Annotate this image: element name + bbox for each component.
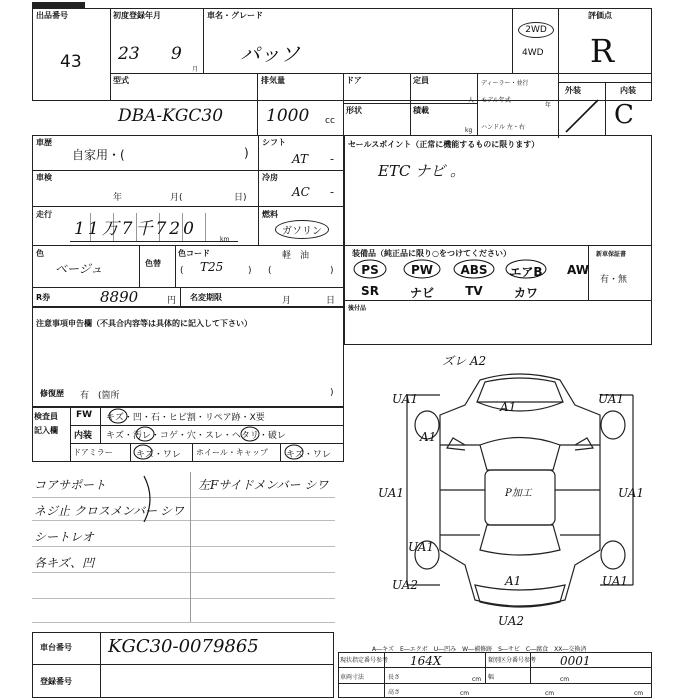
rec2-value: 0001 xyxy=(560,654,591,668)
history-close: ) xyxy=(244,146,249,160)
color-value: ベージュ xyxy=(55,262,103,276)
model-label: 型式 xyxy=(113,76,129,85)
recycle-value: 8890 xyxy=(100,288,139,306)
inspector-circles xyxy=(100,407,344,462)
note-shiwa: シワ xyxy=(160,504,185,518)
mileage-value: 11万7千720 xyxy=(74,219,197,239)
equipment-sr: SR xyxy=(361,284,379,298)
dmg-front-top: ズレ A2 xyxy=(442,354,487,368)
size-label: 車両寸法 xyxy=(340,674,365,681)
capacity-unit: 人 xyxy=(468,97,475,104)
ac-label: 冷房 xyxy=(262,173,278,182)
color-code-paren-open: ( xyxy=(180,266,184,276)
model-value: DBA-KGC30 xyxy=(118,106,224,126)
height-unit-2: cm xyxy=(545,690,555,697)
fw-label: FW xyxy=(76,410,93,420)
inspector-label-2: 記入欄 xyxy=(34,426,58,435)
equipment-navi: ナビ xyxy=(409,286,434,300)
name-change-month: 月 xyxy=(282,296,292,306)
history-label: 車歴 xyxy=(36,138,52,147)
year-unit: 年 xyxy=(545,102,552,109)
sales-point-label: セールスポイント（正常に機能するものに限ります） xyxy=(348,140,540,149)
repair-value: 有 (箇所 xyxy=(80,391,120,401)
mileage-unit: km xyxy=(220,236,230,243)
height-unit-3: cm xyxy=(634,690,644,697)
height-unit: cm xyxy=(460,690,470,697)
fw-items: キズ・凹・石・ヒビ割・リペア跡・X要 xyxy=(106,413,265,423)
first-reg-label: 初度登録年月 xyxy=(113,11,161,20)
note-line-2: ネジ止 クロスメンバー xyxy=(34,504,157,518)
equipment-label: 装備品（純正品に限り○をつけてください） xyxy=(352,249,511,258)
mirror-label: ドアミラー xyxy=(73,448,113,457)
equipment-leather: カワ xyxy=(513,286,538,300)
dmg-rear-bumper: UA2 xyxy=(498,614,525,628)
displacement-value: 1000 xyxy=(266,106,310,126)
equipment-aw: AW xyxy=(567,263,589,277)
reg-label: 登録番号 xyxy=(40,677,72,686)
color-label: 色 xyxy=(36,249,44,258)
dmg-right-side: UA1 xyxy=(618,486,645,500)
color-code-paren-close: ) xyxy=(248,266,252,276)
displacement-label: 排気量 xyxy=(261,76,285,85)
drive-4wd: 4WD xyxy=(522,48,544,58)
dmg-rear-right: UA1 xyxy=(602,574,629,588)
mirror-items: キズ・ワレ xyxy=(136,450,181,460)
interior-grade: C xyxy=(614,100,634,130)
mileage-label: 走行 xyxy=(36,210,52,219)
exterior-label: 外装 xyxy=(565,86,581,95)
sales-point-value: ETC ナビ 。 xyxy=(378,162,465,180)
width-label: 幅 xyxy=(488,674,495,681)
history-value: 自家用・( xyxy=(72,148,125,162)
note-line-1: コアサポート xyxy=(34,478,107,492)
name-change-day: 日 xyxy=(326,296,336,306)
fuel-paren-open: ( xyxy=(268,266,272,276)
shape-label: 形状 xyxy=(346,106,362,115)
door-label: ドア xyxy=(346,76,362,85)
recycle-label: R券 xyxy=(36,293,51,302)
model-year-label: モデル年式 xyxy=(481,97,511,104)
dmg-left-rear-door: UA1 xyxy=(408,540,435,554)
load-unit: kg xyxy=(465,127,473,134)
score-label: 評価点 xyxy=(588,11,612,20)
dmg-front-right: UA1 xyxy=(598,392,625,406)
handle-label: ハンドル 左・右 xyxy=(481,124,525,131)
lot-number-label: 出品番号 xyxy=(36,11,68,20)
equipment-pw: PW xyxy=(410,263,434,277)
score-value: R xyxy=(590,32,615,70)
exterior-slash-mark xyxy=(560,96,604,136)
shift-dash: - xyxy=(330,152,335,166)
inspector-label-1: 検査員 xyxy=(34,412,58,421)
rec2-label: 類別区分番号参考 xyxy=(488,657,537,664)
interior-inspect-items: キズ・汚レ・コゲ・穴・スレ・ヘタリ・破レ xyxy=(106,431,286,441)
note-right: 左Fサイドメンバー シワ xyxy=(198,478,329,492)
fuel-gasoline-circled: ガソリン xyxy=(275,220,329,239)
equipment-airbag: エアB xyxy=(509,265,543,279)
interior-inspect-label: 内装 xyxy=(74,431,93,441)
interior-label: 内装 xyxy=(620,86,636,95)
dmg-hood: A1 xyxy=(500,400,517,414)
load-label: 積載 xyxy=(413,106,429,115)
notes-header: 注意事項申告欄（不具合内容等は具体的に記入して下さい） xyxy=(36,319,252,328)
guarantee-label: 新車保証書 xyxy=(596,251,627,258)
dmg-left-side: UA1 xyxy=(378,486,405,500)
inspection-year-unit: 年 xyxy=(113,193,123,203)
month-unit: 月 xyxy=(192,66,199,73)
fuel-diesel: 軽 油 xyxy=(282,251,310,261)
name-change-label: 名変期限 xyxy=(190,293,222,302)
repair-label: 修復歴 xyxy=(40,389,64,398)
fuel-label: 燃料 xyxy=(262,210,278,219)
rec1-label: 現状指定番号参考 xyxy=(340,657,389,664)
dmg-front-left: UA1 xyxy=(392,392,419,406)
wheel-items: キズ・ワレ xyxy=(286,450,331,460)
ac-dash: - xyxy=(330,185,335,199)
dmg-left-fender: A1 xyxy=(420,430,437,444)
later-label: 後付品 xyxy=(348,305,367,312)
drive-2wd-circled: 2WD xyxy=(518,22,554,38)
ac-value: AC xyxy=(292,185,310,199)
repair-close: ) xyxy=(330,388,334,398)
displacement-unit: cc xyxy=(325,116,335,126)
chassis-label: 車台番号 xyxy=(40,643,72,652)
note-line-4: 各キズ、凹 xyxy=(34,556,95,570)
dealer-label: ディーラー・並行 xyxy=(481,80,529,87)
inspection-month-unit: 月( xyxy=(170,193,183,203)
inspection-day-unit: 日) xyxy=(234,193,247,203)
equipment-abs: ABS xyxy=(460,263,488,277)
shift-label: シフト xyxy=(262,138,286,147)
rec1-value: 164X xyxy=(410,654,442,668)
note-bracket xyxy=(140,474,160,524)
equipment-ps: PS xyxy=(361,263,379,277)
wheel-label: ホイール・キャップ xyxy=(196,448,268,457)
first-reg-year: 23 xyxy=(118,44,140,64)
capacity-label: 定員 xyxy=(413,76,429,85)
dmg-rear-left: UA2 xyxy=(392,578,419,592)
color-change-label: 色替 xyxy=(145,259,161,268)
height-label: 高さ xyxy=(388,689,401,696)
equipment-row-2 xyxy=(344,284,552,301)
width-unit: cm xyxy=(560,676,570,683)
car-name-label: 車名・グレード xyxy=(207,11,263,20)
lot-number: 43 xyxy=(60,52,82,72)
equipment-tv: TV xyxy=(465,284,483,298)
first-reg-month: 9 xyxy=(171,44,182,64)
chassis-value: KGC30-0079865 xyxy=(108,636,259,657)
fuel-paren-close: ) xyxy=(330,266,334,276)
dmg-roof: P加工 xyxy=(505,488,532,499)
length-label: 長さ xyxy=(388,674,401,681)
guarantee-value: 有・無 xyxy=(600,275,628,285)
shift-value: AT xyxy=(292,152,309,166)
car-name: パッソ xyxy=(240,42,300,66)
color-code-label: 色コード xyxy=(178,249,210,258)
recycle-unit: 円 xyxy=(167,296,177,306)
equipment-circles xyxy=(344,259,554,279)
damage-legend: A―キズ E―エクボ U―凹み W―補修跡 S―サビ C―腐食 XX―交換済 xyxy=(372,646,587,653)
note-line-3: シートレオ xyxy=(34,530,95,544)
dmg-trunk: A1 xyxy=(505,574,522,588)
inspection-label: 車検 xyxy=(36,173,52,182)
color-code: T25 xyxy=(200,260,224,274)
length-unit: cm xyxy=(472,676,482,683)
